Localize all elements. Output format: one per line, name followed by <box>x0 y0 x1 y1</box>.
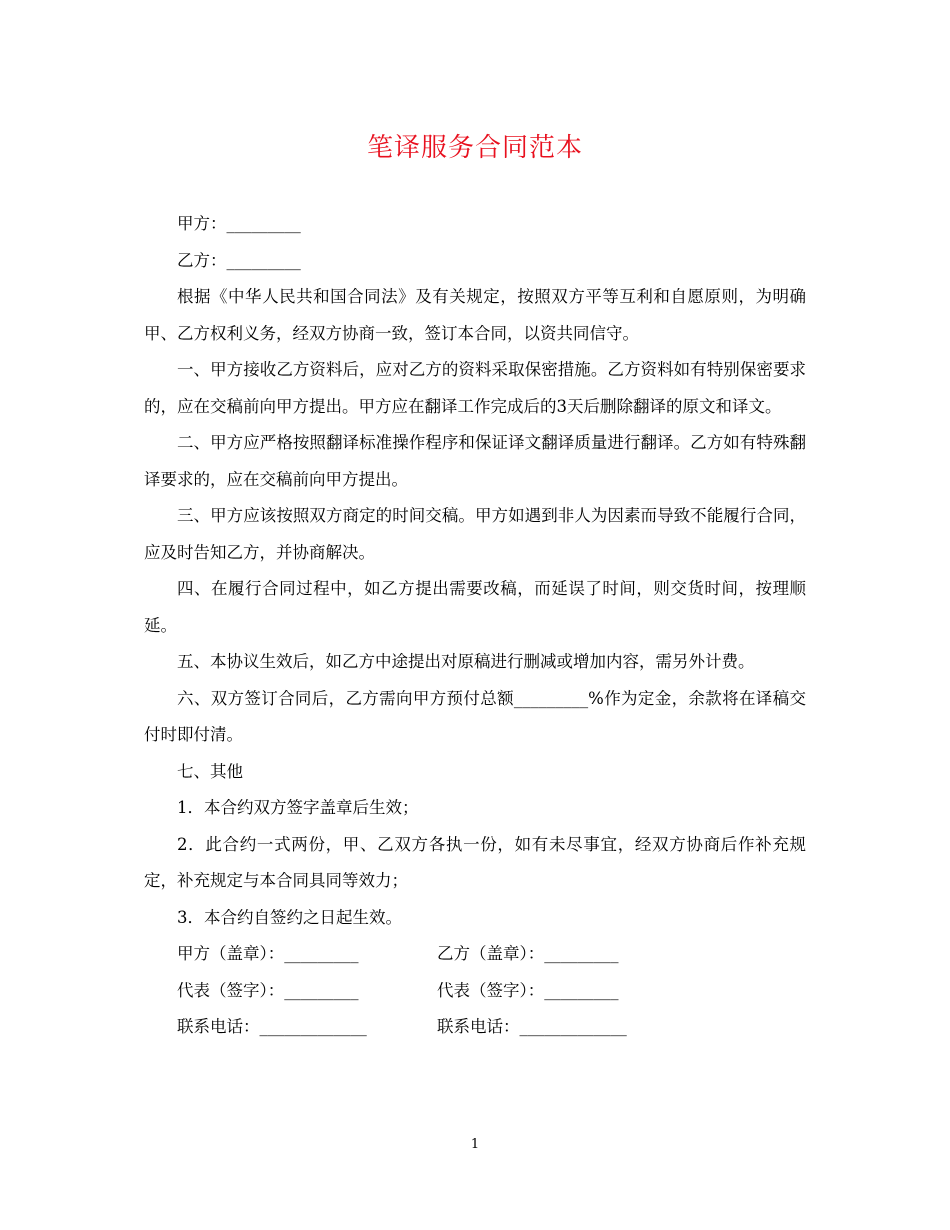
party-b-line: 乙方：_________ <box>177 250 301 270</box>
document-title: 笔译服务合同范本 <box>366 133 583 163</box>
clause-5-paragraph: 五、本协议生效后，如乙方中途提出对原稿进行删减或增加内容，需另外计费。 <box>177 652 755 671</box>
clause-7-heading: 七、其他 <box>177 761 243 781</box>
signature-row-seal <box>144 936 806 973</box>
clause-7-item-3: 3．本合约自签约之日起生效。 <box>177 907 402 927</box>
party-b-seal-field: 乙方（盖章）：_________ <box>437 944 619 963</box>
clause-4-paragraph: 四、在履行合同过程中，如乙方提出需要改稿，而延误了时间，则交货时间，按理顺延。 <box>144 579 806 635</box>
clause-7-item-1: 1．本合约双方签字盖章后生效； <box>177 798 419 817</box>
page-number: 1 <box>470 1137 480 1152</box>
party-b-representative-field: 代表（签字）：_________ <box>437 980 619 1000</box>
party-a-line: 甲方：_________ <box>177 214 301 233</box>
signature-row-representative <box>144 973 806 1010</box>
party-a-seal-field: 甲方（盖章）：_________ <box>177 944 359 963</box>
clause-6-paragraph: 六、双方签订合同后，乙方需向甲方预付总额_________%作为定金，余款将在译稿交付时即付清。 <box>144 688 806 744</box>
party-b-phone-field: 联系电话：_____________ <box>437 1017 627 1036</box>
party-a-representative-field: 代表（签字）：_________ <box>177 980 359 1000</box>
clause-3-paragraph: 三、甲方应该按照双方商定的时间交稿。甲方如遇到非人为因素而导致不能履行合同，应及时告知乙方，并协商解决。 <box>144 506 806 562</box>
clause-7-item-2: 2．此合约一式两份，甲、乙双方各执一份，如有未尽事宜，经双方协商后作补充规定，补充规定与本合同具同等效力； <box>144 834 806 890</box>
party-a-phone-field: 联系电话：_____________ <box>177 1017 367 1036</box>
preamble-paragraph: 根据《中华人民共和国合同法》及有关规定，按照双方平等互利和自愿原则，为明确甲、乙方权利义务，经双方协商一致，签订本合同，以资共同信守。 <box>144 287 806 343</box>
clause-2-paragraph: 二、甲方应严格按照翻译标准操作程序和保证译文翻译质量进行翻译。乙方如有特殊翻译要求的，应在交稿前向甲方提出。 <box>144 433 806 489</box>
signature-row-phone <box>144 1009 806 1046</box>
clause-1-paragraph: 一、甲方接收乙方资料后，应对乙方的资料采取保密措施。乙方资料如有特别保密要求的，应在交稿前向甲方提出。甲方应在翻译工作完成后的3天后删除翻译的原文和译文。 <box>144 360 806 416</box>
document-body <box>144 206 806 1046</box>
